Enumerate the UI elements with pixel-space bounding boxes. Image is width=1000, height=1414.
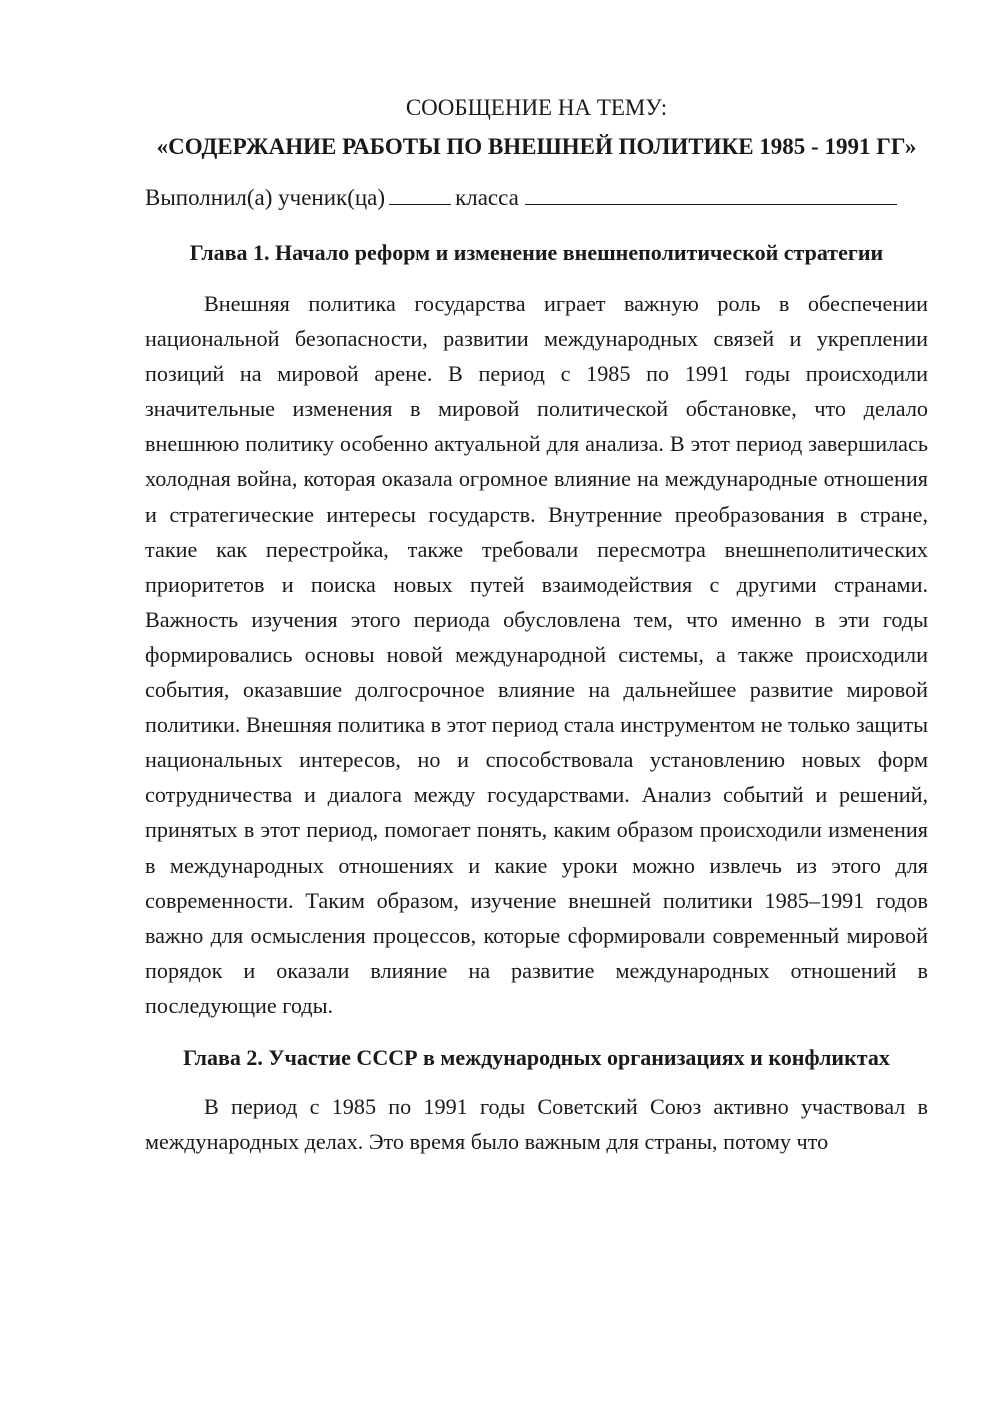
chapter-2-heading: Глава 2. Участие СССР в международных организациях и конфликтах — [183, 1044, 890, 1070]
document-title: «СОДЕРЖАНИЕ РАБОТЫ ПО ВНЕШНЕЙ ПОЛИТИКЕ 1985 - 1991 ГГ» — [156, 134, 917, 159]
document-page — [145, 88, 928, 1159]
byline — [145, 180, 928, 215]
byline-class-label: класса — [455, 185, 519, 210]
class-number-blank — [389, 203, 451, 205]
topic-line: СООБЩЕНИЕ НА ТЕМУ: — [405, 95, 668, 120]
byline-student-label: Выполнил(а) ученик(ца) — [145, 185, 386, 210]
chapter-1-heading: Глава 1. Начало реформ и изменение внешнеполитической стратегии — [189, 240, 884, 265]
chapter-1-paragraph: Внешняя политика государства играет важную роль в обеспечении национальной безопасности, развитии международных связей и укреплении позиций на мировой арене. В период с 1985 по 1991 годы происходили значительные изменения в мировой политической обстановке, что делало внешнюю политику особенно актуальной для анализа. В этот период завершилась холодная война, которая оказала огромное влияние на международные отношения и стратегические интересы государств. Внутренние преобразования в стране, такие как перестройка, также требовали пересмотра внешнеполитических приоритетов и поиска новых путей взаимодействия с другими странами. Важность изучения этого периода обусловлена тем, что именно в эти годы формировались основы новой международной системы, а также происходили события, оказавшие долгосрочное влияние на дальнейшее развитие мировой политики. Внешняя политика в этот период стала инструментом не только защиты национальных интересов, но и способствовала установлению новых форм сотрудничества и диалога между государствами. Анализ событий и решений, принятых в этот период, помогает понять, каким образом происходили изменения в международных отношениях и какие уроки можно извлечь из этого для современности. Таким образом, изучение внешней политики 1985–1991 годов важно для осмысления процессов, которые сформировали современный мировой порядок и оказали влияние на развитие международных отношений в последующие годы. — [145, 291, 928, 1018]
chapter-2-paragraph: В период с 1985 по 1991 годы Советский Союз активно участвовал в международных делах. Это время было важным для страны, потому что — [145, 1093, 928, 1155]
student-name-blank — [525, 203, 897, 205]
